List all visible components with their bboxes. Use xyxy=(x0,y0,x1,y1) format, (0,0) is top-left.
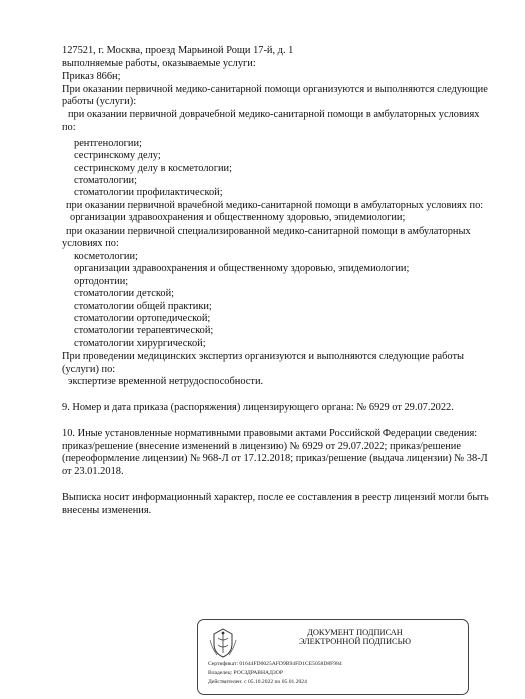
list-item: стоматологии детской; xyxy=(74,288,175,299)
list-item: стоматологии хирургической; xyxy=(74,338,206,349)
item-10-line: (переоформление лицензии) № 968-Л от 17.12.2018; приказ/решение (выдача лицензии) № 38-Л xyxy=(62,453,488,464)
emblem-icon xyxy=(208,626,238,660)
list-item: стоматологии ортопедической; xyxy=(74,313,211,324)
certificate-validity: Действителен: с 05.10.2022 по 05.01.2024 xyxy=(208,679,307,685)
list-item: ортодонтии; xyxy=(74,276,129,287)
disclaimer-cont: внесены изменения. xyxy=(62,505,152,516)
list-item: экспертизе временной нетрудоспособности. xyxy=(68,376,264,387)
paragraph-line: работы (услуги): xyxy=(62,96,137,107)
subsection-heading: при оказании первичной специализированной медико-санитарной помощи в амбулаторных xyxy=(66,226,471,237)
disclaimer: Выписка носит информационный характер, после ее составления в реестр лицензий могли быть xyxy=(62,492,489,503)
item-10: 10. Иные установленные нормативными правовыми актами Российской Федерации сведения: xyxy=(62,428,478,439)
list-item: стоматологии общей практики; xyxy=(74,301,212,312)
certificate-number: Сертификат: 01644FD0025AFD9B94FD1CE5058D8F984 xyxy=(208,661,342,667)
order-reference: Приказ 866н; xyxy=(62,71,121,82)
subsection-heading: при оказании первичной врачебной медико-санитарной помощи в амбулаторных условиях по: xyxy=(66,200,484,211)
electronic-signature-stamp xyxy=(197,619,469,695)
paragraph-line: (услуги) по: xyxy=(62,364,116,375)
subsection-heading-cont: условиях по: xyxy=(62,238,119,249)
item-10-line: от 23.01.2018. xyxy=(62,466,124,477)
certificate-owner: Владелец: РОСЗДРАВНАДЗОР xyxy=(208,670,284,676)
list-item: стоматологии терапевтической; xyxy=(74,325,214,336)
list-item: стоматологии профилактической; xyxy=(74,187,223,198)
paragraph-line: При оказании первичной медико-санитарной помощи организуются и выполняются следующие xyxy=(62,84,488,95)
list-item: организации здравоохранения и общественному здоровью, эпидемиологии; xyxy=(70,212,406,223)
stamp-subtitle: ЭЛЕКТРОННОЙ ПОДПИСЬЮ xyxy=(298,637,412,646)
item-10-line: приказ/решение (внесение изменений в лицензию) № 6929 от 29.07.2022; приказ/решение xyxy=(62,441,461,452)
list-item: сестринскому делу в косметологии; xyxy=(74,163,232,174)
list-item: сестринскому делу; xyxy=(74,150,161,161)
subsection-heading-cont: по: xyxy=(62,122,76,133)
list-item: косметологии; xyxy=(74,251,138,262)
paragraph-line: При проведении медицинских экспертиз организуются и выполняются следующие работы xyxy=(62,351,464,362)
address-line: 127521, г. Москва, проезд Марьиной Рощи 17-й, д. 1 xyxy=(62,45,294,56)
services-heading: выполняемые работы, оказываемые услуги: xyxy=(62,58,256,69)
subsection-heading: при оказании первичной доврачебной медико-санитарной помощи в амбулаторных условиях xyxy=(68,109,480,120)
item-9: 9. Номер и дата приказа (распоряжения) лицензирующего органа: № 6929 от 29.07.2022. xyxy=(62,402,454,413)
list-item: организации здравоохранения и общественному здоровью, эпидемиологии; xyxy=(74,263,410,274)
stamp-title: ДОКУМЕНТ ПОДПИСАН xyxy=(307,628,403,637)
list-item: стоматологии; xyxy=(74,175,137,186)
list-item: рентгенологии; xyxy=(74,138,142,149)
